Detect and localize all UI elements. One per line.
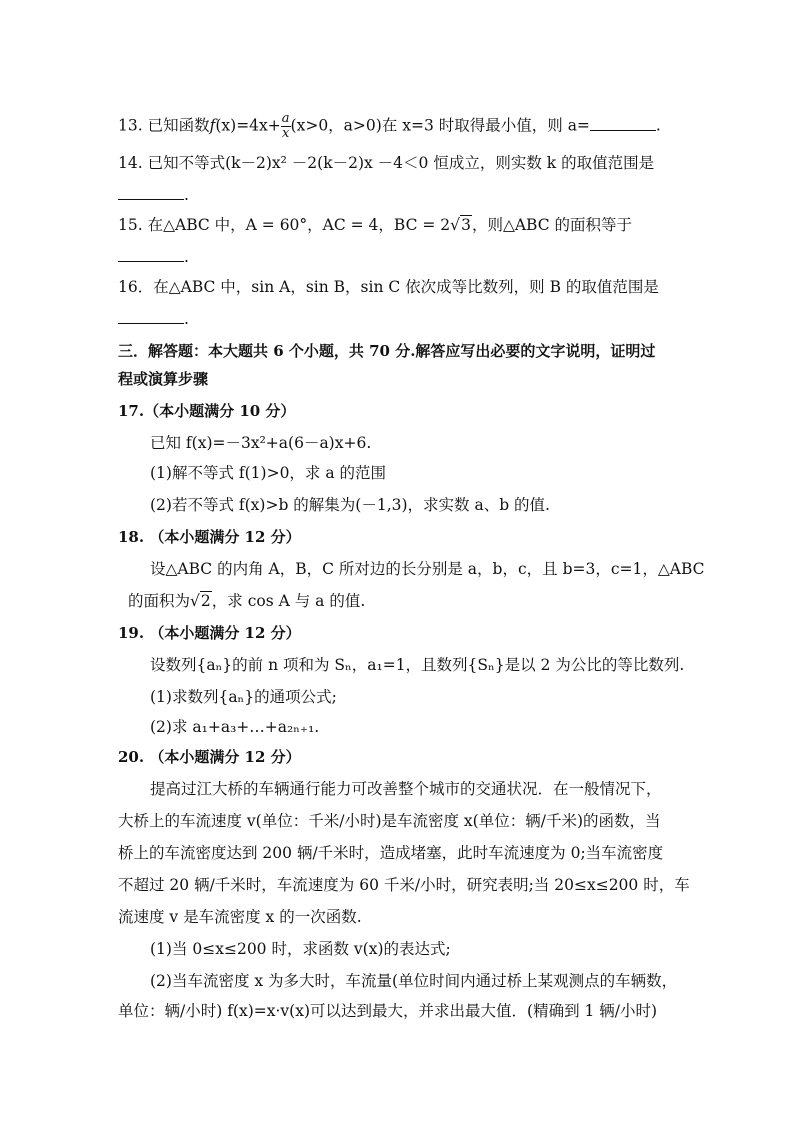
sqrt-symbol: √3: [450, 216, 471, 234]
problem-15: [118, 214, 632, 236]
problem-14: 14. 已知不等式(k－2)x² －2(k－2)x －4＜0 恒成立，则实数 k 的取值范围是: [118, 154, 655, 172]
problem-15-text: 15. 在△ABC 中，A = 60°，AC = 4，BC = 2: [118, 216, 451, 234]
problem-15-period: .: [184, 248, 189, 266]
q18-line-2: [128, 590, 365, 612]
sqrt-symbol-18: √2: [190, 592, 211, 610]
q20-line-7: (2)当车流密度 x 为多大时，车流量(单位时间内通过桥上某观测点的车辆数，: [150, 972, 678, 990]
problem-15-question: ，则△ABC 的面积等于: [471, 216, 633, 234]
problem-16-answer-line: [118, 308, 189, 330]
sqrt-radicand: 3: [461, 216, 471, 234]
q19-line-1: 设数列{aₙ}的前 n 项和为 Sₙ，a₁=1，且数列{Sₙ}是以 2 为公比的等比数列.: [150, 656, 685, 674]
problem-16: 16．在△ABC 中，sin A，sin B，sin C 依次成等比数列，则 B 的取值范围是: [118, 278, 659, 296]
problem-13-number: 13.: [118, 116, 143, 135]
q19-line-3: (2)求 a₁+a₃+…+a₂ₙ₊₁.: [150, 718, 320, 736]
problem-13-condition: (x>0，a>0)在 x=3 时取得最小值，则 a=: [290, 116, 590, 135]
q20-line-3: 桥上的车流密度达到 200 辆/千米时，造成堵塞，此时车流速度为 0;当车流密度: [118, 844, 664, 862]
problem-14-answer-line: [118, 184, 189, 206]
q20-line-8: 单位：辆/小时) f(x)=x·v(x)可以达到最大，并求出最大值．(精确到 1 辆/小时): [118, 1002, 658, 1020]
problem-13-text: 已知函数: [147, 116, 210, 135]
section-3-heading-cont: 程或演算步骤: [118, 370, 209, 388]
problem-13-fraction: [281, 112, 291, 141]
answer-blank-13[interactable]: [590, 116, 656, 131]
problem-13: [118, 112, 661, 141]
problem-13-expression: (x)=4x+: [215, 116, 281, 135]
problem-16-period: .: [184, 310, 189, 328]
q18-line-1: 设△ABC 的内角 A，B，C 所对边的长分别是 a，b，c，且 b=3，c=1，△ABC: [150, 560, 705, 578]
q17-line-3: (2)若不等式 f(x)>b 的解集为(－1,3)，求实数 a、b 的值.: [150, 496, 550, 514]
q20-header: 20. （本小题满分 12 分）: [118, 748, 301, 766]
problem-14-period: .: [184, 186, 189, 204]
q19-line-2: (1)求数列{aₙ}的通项公式;: [150, 688, 337, 706]
problem-13-period: .: [655, 116, 661, 135]
answer-blank-15[interactable]: [118, 247, 184, 262]
q17-line-1: 已知 f(x)=－3x²+a(6－a)x+6.: [150, 434, 372, 452]
answer-blank-16[interactable]: [118, 309, 184, 324]
q18-area-text: 的面积为: [128, 592, 191, 610]
fraction-numerator: a: [281, 111, 290, 126]
q20-line-2: 大桥上的车流速度 v(单位：千米/小时)是车流密度 x(单位：辆/千米)的函数，当: [118, 812, 661, 830]
q20-line-4: 不超过 20 辆/千米时，车流速度为 60 千米/小时，研究表明;当 20≤x≤200 时，车: [118, 876, 690, 894]
q20-line-6: (1)当 0≤x≤200 时，求函数 v(x)的表达式;: [150, 940, 451, 958]
section-3-heading: 三．解答题：本大题共 6 个小题，共 70 分.解答应写出必要的文字说明，证明过: [118, 342, 656, 360]
q17-line-2: (1)解不等式 f(1)>0，求 a 的范围: [150, 464, 387, 482]
q17-header: 17.（本小题满分 10 分）: [118, 402, 296, 420]
q19-header: 19. （本小题满分 12 分）: [118, 624, 301, 642]
q18-header: 18. （本小题满分 12 分）: [118, 528, 301, 546]
q20-line-1: 提高过江大桥的车辆通行能力可改善整个城市的交通状况．在一般情况下，: [150, 780, 662, 798]
sqrt-radicand-18: 2: [200, 592, 211, 610]
answer-blank-14[interactable]: [118, 185, 184, 200]
q18-question-text: ，求 cos A 与 a 的值.: [211, 592, 366, 610]
problem-13-function: f: [209, 116, 216, 135]
fraction-denominator: x: [281, 126, 290, 141]
problem-15-answer-line: [118, 246, 189, 268]
q20-line-5: 流速度 v 是车流密度 x 的一次函数.: [118, 908, 362, 926]
